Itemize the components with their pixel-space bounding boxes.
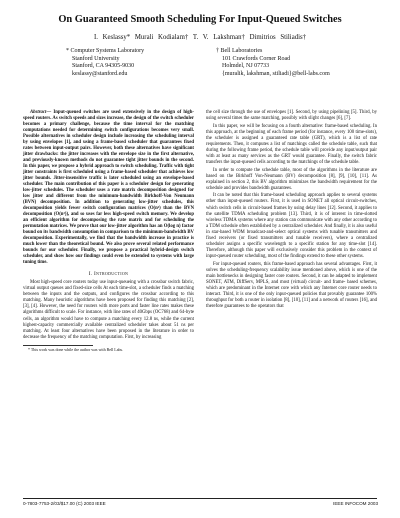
body-paragraph: For input-queued routers, this frame-based approach has several advantages. First, it solves the scheduling-frequency scalability issue mentioned above, which is one of the main bottlenecks in designing faster core routers. Second, it can be adapted to implement SONET, ATM, DiffServ, MPLS, and most (virtual) circuit- and frame- based schemes, which are predominant in the Internet core with which any Internet core router needs to interact. Third, it is one of the only input-queued policies that provably guarantee 100% throughput for both a router in isolation [8], [10], [11] and a network of routers [16], and therefore guarantees to the operators that — [206, 261, 377, 310]
affiliation-line: * Computer Systems Laboratory — [66, 48, 145, 54]
footer-copyright: 0-7803-7753-2/03/$17.00 (C) 2003 IEEE — [23, 501, 106, 506]
footnote: * This work was done while the author was with Bell Labs. — [28, 347, 124, 353]
affiliation-line: Stanford University — [72, 55, 120, 62]
intro-paragraph: Most high-speed core routers today use input-queueing with a crossbar switch fabric, virtual output queues and fixed-size cells At each time-slot, a scheduler finds a matching between the inputs and the outputs, and configures the crossbar according to this matching. Many heuristic algorithms have been proposed for finding this matching [2], [3], [4]. However, the need for routers with more ports and faster line rates makes these algorithms difficult to scale. For instance, with line rates of 40Gbps (OC768) and 64-byte cells, an algorithm would have to compute a matching every 12.8 ns, while the current highest-capacity commercially available centralized scheduler takes about 51 ns per matching. At least four alternatives have been proposed in the literature in order to decrease the frequency of the matching computation. First, by increasing — [23, 280, 194, 340]
section-heading-introduction: I. Introduction — [88, 271, 129, 277]
left-column — [23, 110, 194, 354]
footer-conference: IEEE INFOCOM 2003 — [333, 501, 378, 506]
footnote-divider — [23, 345, 93, 346]
right-column — [206, 110, 377, 312]
affiliation-line: † Bell Laboratories — [216, 48, 263, 54]
abstract-text: — Input-queued switches are used extensively in the design of high-speed routers. As switch speeds and sizes increase, the design of the switch scheduler becomes a primary challenge, because the time interval for the matching computations needed for determining switch configurations becomes very small. Possible alternatives in scheduler design include increasing the scheduling interval by using envelopes [1], and using a frame-based scheduler that guarantees fixed rates between input-output pairs. However, both these alternatives have significant jitter drawbacks: the jitter increases with the envelope size in the first alternative, and previously-known methods do not guarantee tight jitter bounds in the second. In this paper, we propose a hybrid approach to switch scheduling. Traffic with tight jitter constraints is first scheduled using a frame-based scheduler that achieves low jitter bounds. Jitter-insensitive traffic is later scheduled using an envelope-based scheduler. The main contribution of this paper is a scheduler design for generating low-jitter schedules. The scheduler uses a rate matrix decomposition designed for low jitter and different from the minimum-bandwidth Birkhoff-Von Neumann (BVN) decomposition. In addition to generating low-jitter schedules, this decomposition yields fewer switch configuration matrices (O(n²) than the BVN decomposition (O(n²)), and so uses far less high-speed switch memory. We develop an efficient algorithm for decomposing the rate matrix and for scheduling the permutation matrices. We prove that our low-jitter algorithm has an O(log n) factor bound on its bandwidth consumption in comparison to the minimum-bandwidth BV decomposition. Experimentally, we find that the bandwidth increase in practice is much lower than the theoretical bound. We also prove several related performance bounds for our scheduler. Finally, we propose a practical hybrid-design switch scheduler, and show how our findings could even be extended to systems with large tuning time. — [23, 110, 194, 265]
body-paragraph: In order to compute the schedule table, most of the algorithms in the literature are based on the Birkhoff Von-Neumann (BV) decomposition [8], [9], [10], [11]. As explained in section 2, this BV algorithm minimizes the bandwidth requirement for the schedule and provides bandwidth guarantees. — [206, 167, 377, 191]
affiliation-email: {muralik, lakshman, stiliadi}@bell-labs.com — [222, 70, 330, 77]
footer-divider — [23, 498, 377, 499]
abstract — [23, 110, 194, 266]
author-list: I. Keslassy* Murali Kodialam† T. V. Lakshman† Dimitrios Stiliadis† — [93, 34, 307, 41]
paper-title: On Guaranteed Smooth Scheduling For Input-Queued Switches — [58, 14, 342, 25]
affiliation-line: 101 Crawfords Corner Road — [222, 55, 291, 62]
affiliation-line: Stanford, CA 94305-9030 — [72, 63, 135, 70]
abstract-label: Abstract — [30, 110, 47, 115]
affiliation-line: Holmdel, NJ 07733 — [222, 63, 270, 70]
affiliation-stanford — [66, 48, 206, 78]
affiliation-email: keslassy@stanford.edu — [72, 70, 128, 77]
body-paragraph: In this paper, we will be focusing on a fourth alternative: frame-based scheduling. In this approach, at the beginning of each frame period (for instance, every 100 time-slots), the scheduler is assigned a guaranteed rate table (GRT), which is a list of rate requirements. Then, it computes a list of matchings called the schedule table, such that during the following frame period, the schedule table will provide any input/output pair with at least as many services as the GRT would guarantee. Finally, the switch fabric transfers the input-queued cells according to the matchings of the schedule table. — [206, 123, 377, 166]
affiliation-bell-labs — [216, 48, 386, 78]
body-paragraph: the cell size through the use of envelopes [1]. Second, by using pipelining [5]. Third, by using several times the same matching, possibly with slight changes [6], [7]. — [206, 110, 377, 122]
body-paragraph: It can be noted that this frame-based scheduling approach applies to several systems other than input-queued routers. First, it is used in SONET all optical circuit-switches, which switch cells in circuit-based frames by using delay lines [12]. Second, it applies to the satellite TDMA scheduling problem [13]. Third, it is of interest in time-slotted wireless TDMA systems where any station can communicate with any other according to a TDM schedule often established by a centralized scheduler. And finally, it is also useful in star-based WDM broadcast-and-select optical systems with tunable transmitters and fixed receivers (or fixed transmitters and tunable receivers), where a centralized scheduler assigns a specific wavelength to a specific station for any time-slot [14]. Therefore, although this paper will exclusively consider this problem in the context of input-queued router scheduling, most of the findings extend to these other systems. — [206, 193, 377, 260]
